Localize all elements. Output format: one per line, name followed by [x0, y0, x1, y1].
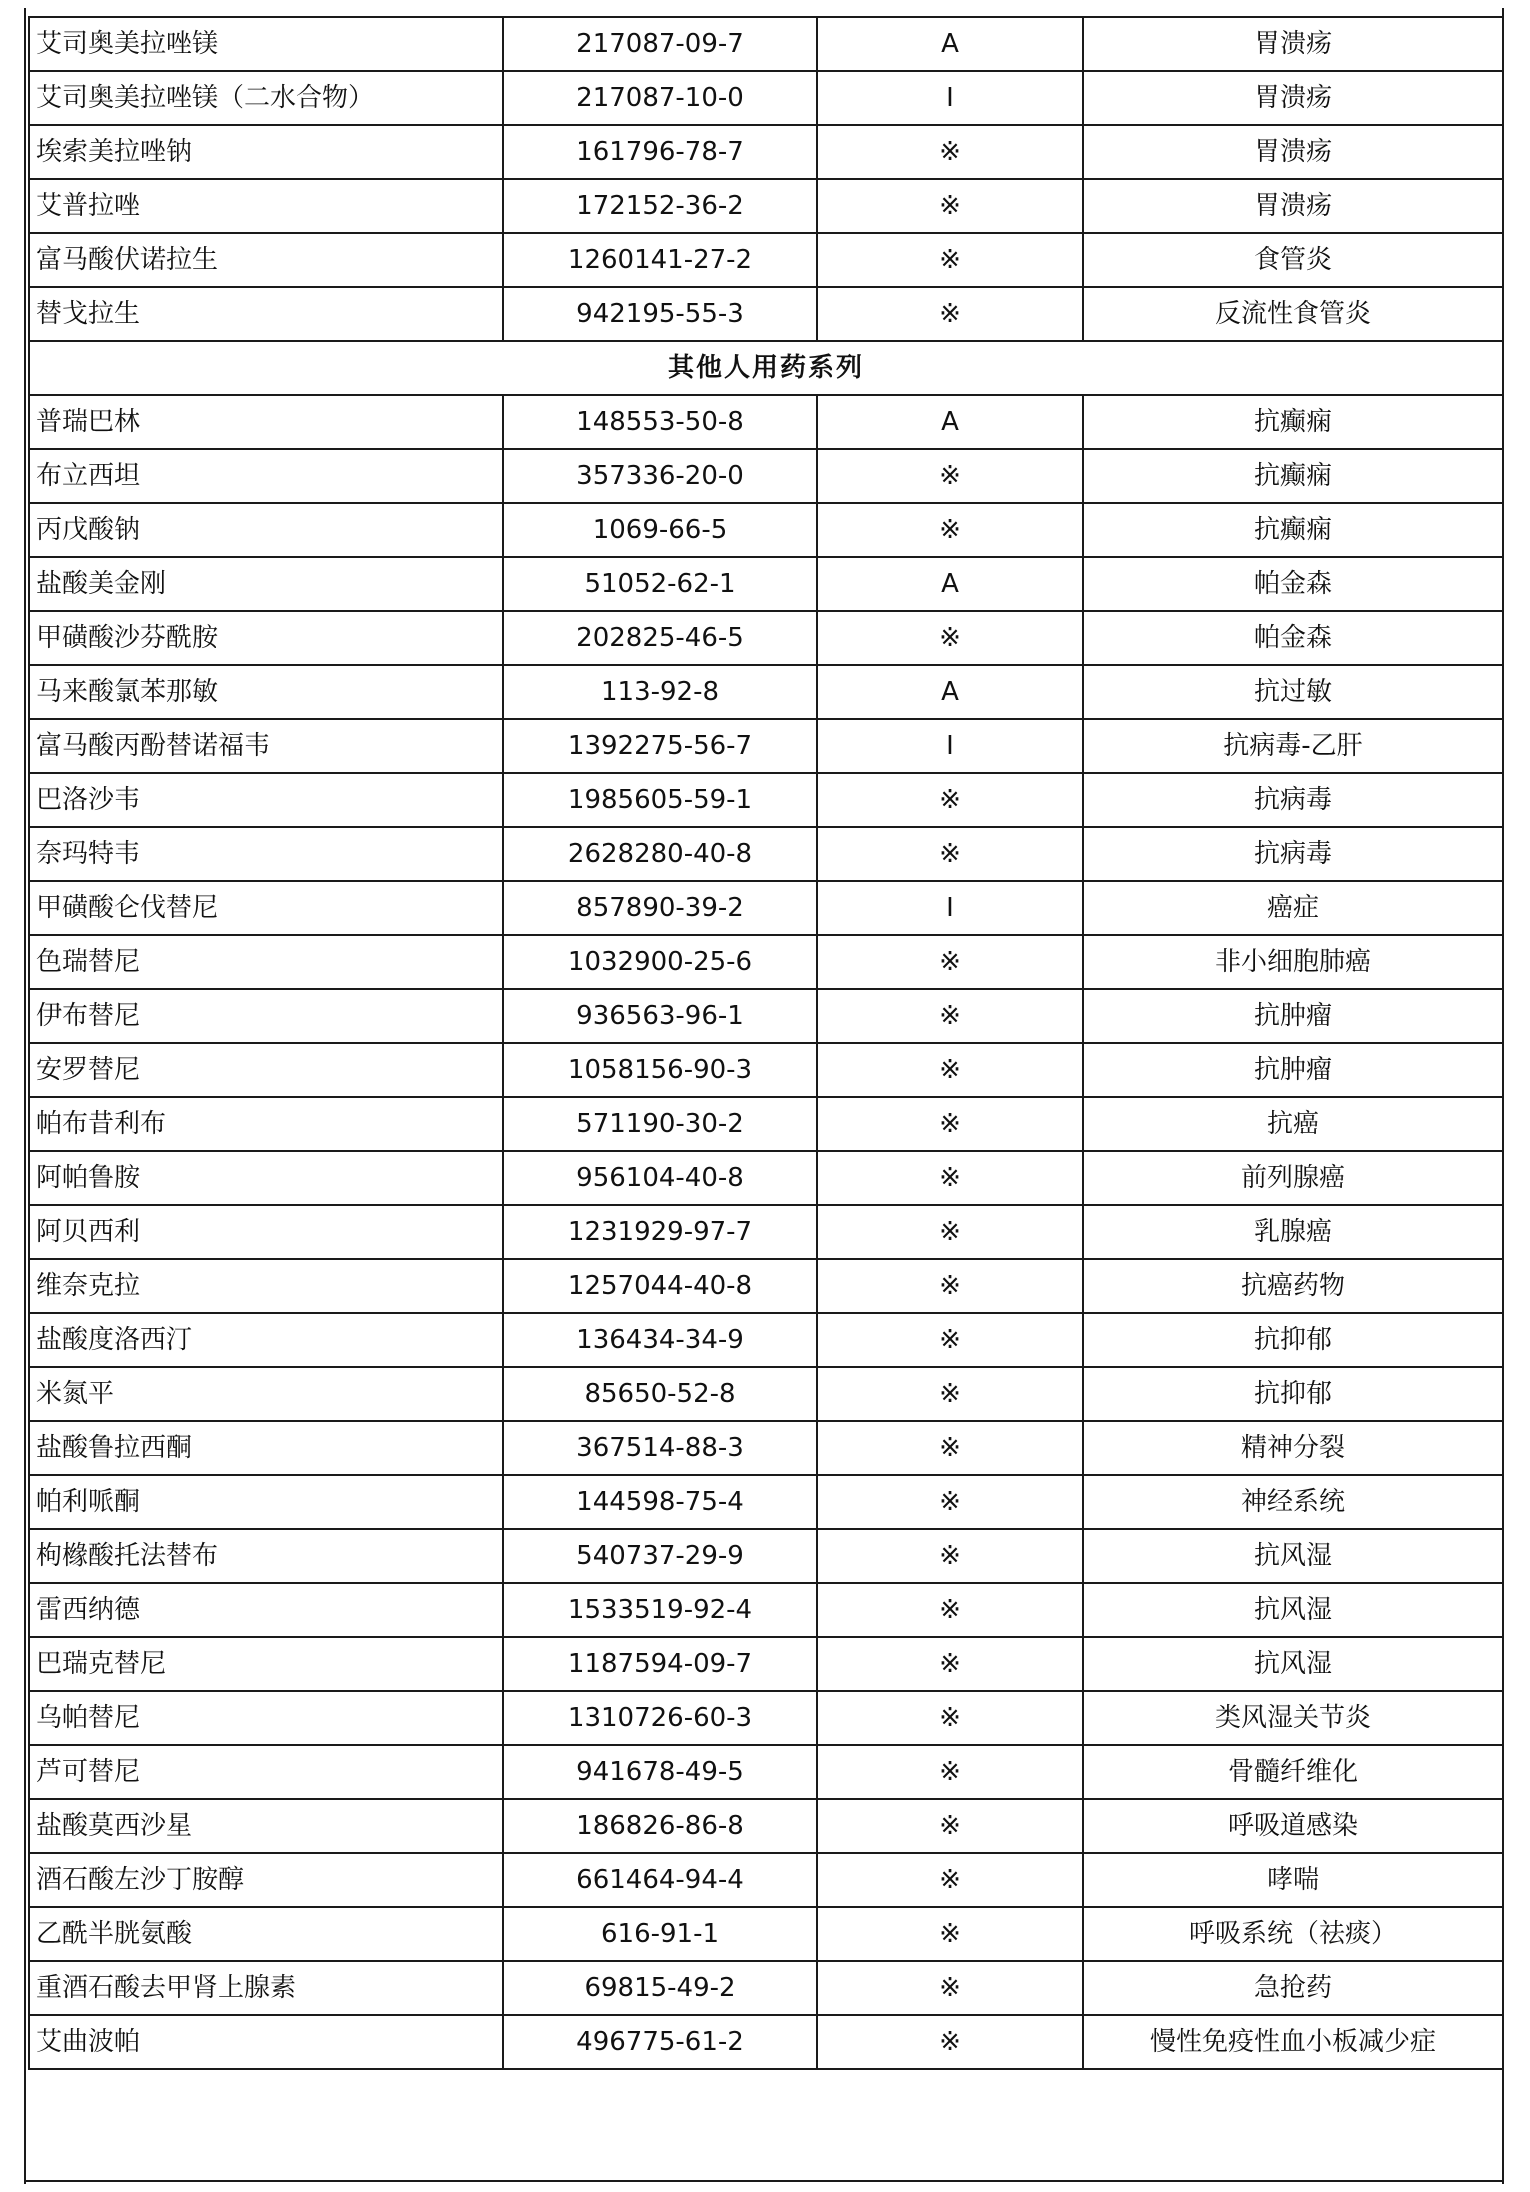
product-name-cell: 甲磺酸仑伐替尼: [29, 881, 503, 935]
indication-cell: 非小细胞肺癌: [1083, 935, 1503, 989]
status-cell: ※: [817, 773, 1083, 827]
product-name-cell: 盐酸美金刚: [29, 557, 503, 611]
status-cell: ※: [817, 1907, 1083, 1961]
indication-cell: 抗风湿: [1083, 1529, 1503, 1583]
indication-cell: 急抢药: [1083, 1961, 1503, 2015]
status-cell: ※: [817, 1313, 1083, 1367]
status-cell: ※: [817, 1259, 1083, 1313]
product-name-cell: 替戈拉生: [29, 287, 503, 341]
table-row: [29, 395, 1503, 449]
status-cell: ※: [817, 1151, 1083, 1205]
cas-number-cell: 1985605-59-1: [503, 773, 817, 827]
indication-cell: 前列腺癌: [1083, 1151, 1503, 1205]
product-name-cell: 甲磺酸沙芬酰胺: [29, 611, 503, 665]
indication-cell: 抗癫痫: [1083, 449, 1503, 503]
product-name-cell: 伊布替尼: [29, 989, 503, 1043]
product-name-cell: 帕布昔利布: [29, 1097, 503, 1151]
cas-number-cell: 941678-49-5: [503, 1745, 817, 1799]
cas-number-cell: 113-92-8: [503, 665, 817, 719]
cas-number-cell: 571190-30-2: [503, 1097, 817, 1151]
table-row: [29, 1475, 1503, 1529]
status-cell: ※: [817, 1043, 1083, 1097]
indication-cell: 哮喘: [1083, 1853, 1503, 1907]
product-name-cell: 雷西纳德: [29, 1583, 503, 1637]
status-cell: I: [817, 719, 1083, 773]
cas-number-cell: 540737-29-9: [503, 1529, 817, 1583]
indication-cell: 抗癌: [1083, 1097, 1503, 1151]
table-row: [29, 1907, 1503, 1961]
product-name-cell: 酒石酸左沙丁胺醇: [29, 1853, 503, 1907]
product-name-cell: 丙戊酸钠: [29, 503, 503, 557]
product-name-cell: 富马酸伏诺拉生: [29, 233, 503, 287]
status-cell: ※: [817, 1097, 1083, 1151]
table-row: [29, 773, 1503, 827]
table-row: [29, 1097, 1503, 1151]
status-cell: ※: [817, 1583, 1083, 1637]
table-row: [29, 179, 1503, 233]
indication-cell: 胃溃疡: [1083, 17, 1503, 71]
indication-cell: 抗肿瘤: [1083, 1043, 1503, 1097]
status-cell: A: [817, 395, 1083, 449]
cas-number-cell: 1032900-25-6: [503, 935, 817, 989]
product-name-cell: 阿帕鲁胺: [29, 1151, 503, 1205]
table-row: [29, 1853, 1503, 1907]
product-name-cell: 色瑞替尼: [29, 935, 503, 989]
indication-cell: 抗癫痫: [1083, 503, 1503, 557]
indication-cell: 慢性免疫性血小板减少症: [1083, 2015, 1503, 2069]
cas-number-cell: 956104-40-8: [503, 1151, 817, 1205]
table-row: [29, 611, 1503, 665]
product-name-cell: 乌帕替尼: [29, 1691, 503, 1745]
status-cell: I: [817, 881, 1083, 935]
product-name-cell: 富马酸丙酚替诺福韦: [29, 719, 503, 773]
table-row: [29, 935, 1503, 989]
indication-cell: 帕金森: [1083, 557, 1503, 611]
product-name-cell: 埃索美拉唑钠: [29, 125, 503, 179]
indication-cell: 精神分裂: [1083, 1421, 1503, 1475]
indication-cell: 呼吸道感染: [1083, 1799, 1503, 1853]
status-cell: ※: [817, 1367, 1083, 1421]
table-row: [29, 17, 1503, 71]
status-cell: ※: [817, 989, 1083, 1043]
cas-number-cell: 616-91-1: [503, 1907, 817, 1961]
table-row: [29, 125, 1503, 179]
table-row: [29, 665, 1503, 719]
table-row: [29, 1313, 1503, 1367]
product-name-cell: 帕利哌酮: [29, 1475, 503, 1529]
cas-number-cell: 1310726-60-3: [503, 1691, 817, 1745]
product-name-cell: 安罗替尼: [29, 1043, 503, 1097]
product-name-cell: 芦可替尼: [29, 1745, 503, 1799]
product-name-cell: 布立西坦: [29, 449, 503, 503]
product-table-body: [29, 17, 1503, 2069]
cas-number-cell: 1058156-90-3: [503, 1043, 817, 1097]
indication-cell: 抗抑郁: [1083, 1313, 1503, 1367]
cas-number-cell: 172152-36-2: [503, 179, 817, 233]
cas-number-cell: 161796-78-7: [503, 125, 817, 179]
product-name-cell: 乙酰半胱氨酸: [29, 1907, 503, 1961]
table-row: [29, 1043, 1503, 1097]
status-cell: ※: [817, 1745, 1083, 1799]
table-row: [29, 1259, 1503, 1313]
table-row: [29, 719, 1503, 773]
cas-number-cell: 357336-20-0: [503, 449, 817, 503]
table-row: [29, 503, 1503, 557]
cas-number-cell: 936563-96-1: [503, 989, 817, 1043]
cas-number-cell: 942195-55-3: [503, 287, 817, 341]
table-row: [29, 1529, 1503, 1583]
product-name-cell: 马来酸氯苯那敏: [29, 665, 503, 719]
status-cell: ※: [817, 611, 1083, 665]
cas-number-cell: 148553-50-8: [503, 395, 817, 449]
cas-number-cell: 1231929-97-7: [503, 1205, 817, 1259]
product-name-cell: 重酒石酸去甲肾上腺素: [29, 1961, 503, 2015]
table-row: [29, 1367, 1503, 1421]
cas-number-cell: 69815-49-2: [503, 1961, 817, 2015]
cas-number-cell: 367514-88-3: [503, 1421, 817, 1475]
indication-cell: 反流性食管炎: [1083, 287, 1503, 341]
status-cell: ※: [817, 233, 1083, 287]
status-cell: ※: [817, 503, 1083, 557]
status-cell: ※: [817, 1961, 1083, 2015]
page-frame-bottom: [24, 2180, 1504, 2182]
product-name-cell: 维奈克拉: [29, 1259, 503, 1313]
product-name-cell: 盐酸莫西沙星: [29, 1799, 503, 1853]
status-cell: ※: [817, 287, 1083, 341]
section-title: 其他人用药系列: [29, 341, 1503, 395]
product-name-cell: 艾司奥美拉唑镁: [29, 17, 503, 71]
cas-number-cell: 1392275-56-7: [503, 719, 817, 773]
cas-number-cell: 217087-09-7: [503, 17, 817, 71]
product-name-cell: 巴洛沙韦: [29, 773, 503, 827]
cas-number-cell: 1260141-27-2: [503, 233, 817, 287]
table-row: [29, 2015, 1503, 2069]
table-row: [29, 449, 1503, 503]
cas-number-cell: 1257044-40-8: [503, 1259, 817, 1313]
status-cell: I: [817, 71, 1083, 125]
indication-cell: 乳腺癌: [1083, 1205, 1503, 1259]
status-cell: ※: [817, 1799, 1083, 1853]
indication-cell: 抗过敏: [1083, 665, 1503, 719]
cas-number-cell: 1187594-09-7: [503, 1637, 817, 1691]
table-row: [29, 1961, 1503, 2015]
table-row: [29, 1691, 1503, 1745]
status-cell: ※: [817, 449, 1083, 503]
table-row: [29, 1421, 1503, 1475]
table-row: [29, 1745, 1503, 1799]
indication-cell: 胃溃疡: [1083, 179, 1503, 233]
product-name-cell: 奈玛特韦: [29, 827, 503, 881]
table-row: [29, 557, 1503, 611]
product-name-cell: 米氮平: [29, 1367, 503, 1421]
status-cell: ※: [817, 1421, 1083, 1475]
indication-cell: 胃溃疡: [1083, 71, 1503, 125]
cas-number-cell: 202825-46-5: [503, 611, 817, 665]
cas-number-cell: 1533519-92-4: [503, 1583, 817, 1637]
table-row: [29, 287, 1503, 341]
status-cell: ※: [817, 1529, 1083, 1583]
cas-number-cell: 496775-61-2: [503, 2015, 817, 2069]
indication-cell: 食管炎: [1083, 233, 1503, 287]
table-row: [29, 1151, 1503, 1205]
table-row: [29, 1583, 1503, 1637]
status-cell: ※: [817, 1853, 1083, 1907]
product-name-cell: 枸橼酸托法替布: [29, 1529, 503, 1583]
cas-number-cell: 217087-10-0: [503, 71, 817, 125]
cas-number-cell: 51052-62-1: [503, 557, 817, 611]
indication-cell: 呼吸系统（祛痰）: [1083, 1907, 1503, 1961]
indication-cell: 抗病毒-乙肝: [1083, 719, 1503, 773]
indication-cell: 抗风湿: [1083, 1637, 1503, 1691]
table-row: [29, 1637, 1503, 1691]
cas-number-cell: 1069-66-5: [503, 503, 817, 557]
indication-cell: 胃溃疡: [1083, 125, 1503, 179]
cas-number-cell: 136434-34-9: [503, 1313, 817, 1367]
table-row: [29, 1799, 1503, 1853]
cas-number-cell: 85650-52-8: [503, 1367, 817, 1421]
status-cell: ※: [817, 179, 1083, 233]
indication-cell: 抗风湿: [1083, 1583, 1503, 1637]
status-cell: ※: [817, 1637, 1083, 1691]
product-name-cell: 巴瑞克替尼: [29, 1637, 503, 1691]
cas-number-cell: 186826-86-8: [503, 1799, 817, 1853]
table-row: [29, 233, 1503, 287]
status-cell: ※: [817, 1691, 1083, 1745]
status-cell: ※: [817, 1475, 1083, 1529]
table-row: [29, 71, 1503, 125]
cas-number-cell: 661464-94-4: [503, 1853, 817, 1907]
product-name-cell: 盐酸度洛西汀: [29, 1313, 503, 1367]
indication-cell: 抗癌药物: [1083, 1259, 1503, 1313]
status-cell: ※: [817, 2015, 1083, 2069]
product-name-cell: 艾普拉唑: [29, 179, 503, 233]
table-row: [29, 989, 1503, 1043]
product-name-cell: 艾曲波帕: [29, 2015, 503, 2069]
cas-number-cell: 144598-75-4: [503, 1475, 817, 1529]
indication-cell: 骨髓纤维化: [1083, 1745, 1503, 1799]
status-cell: A: [817, 665, 1083, 719]
product-name-cell: 盐酸鲁拉西酮: [29, 1421, 503, 1475]
indication-cell: 抗肿瘤: [1083, 989, 1503, 1043]
indication-cell: 抗病毒: [1083, 773, 1503, 827]
indication-cell: 帕金森: [1083, 611, 1503, 665]
indication-cell: 抗病毒: [1083, 827, 1503, 881]
status-cell: A: [817, 17, 1083, 71]
page-frame-left: [24, 8, 26, 2184]
status-cell: ※: [817, 935, 1083, 989]
product-name-cell: 艾司奥美拉唑镁（二水合物）: [29, 71, 503, 125]
product-name-cell: 普瑞巴林: [29, 395, 503, 449]
cas-number-cell: 2628280-40-8: [503, 827, 817, 881]
product-table: [28, 16, 1504, 2070]
indication-cell: 癌症: [1083, 881, 1503, 935]
table-row: [29, 881, 1503, 935]
indication-cell: 神经系统: [1083, 1475, 1503, 1529]
indication-cell: 类风湿关节炎: [1083, 1691, 1503, 1745]
indication-cell: 抗抑郁: [1083, 1367, 1503, 1421]
status-cell: ※: [817, 827, 1083, 881]
section-header-row: [29, 341, 1503, 395]
table-row: [29, 1205, 1503, 1259]
status-cell: ※: [817, 1205, 1083, 1259]
status-cell: A: [817, 557, 1083, 611]
product-name-cell: 阿贝西利: [29, 1205, 503, 1259]
indication-cell: 抗癫痫: [1083, 395, 1503, 449]
cas-number-cell: 857890-39-2: [503, 881, 817, 935]
status-cell: ※: [817, 125, 1083, 179]
table-row: [29, 827, 1503, 881]
